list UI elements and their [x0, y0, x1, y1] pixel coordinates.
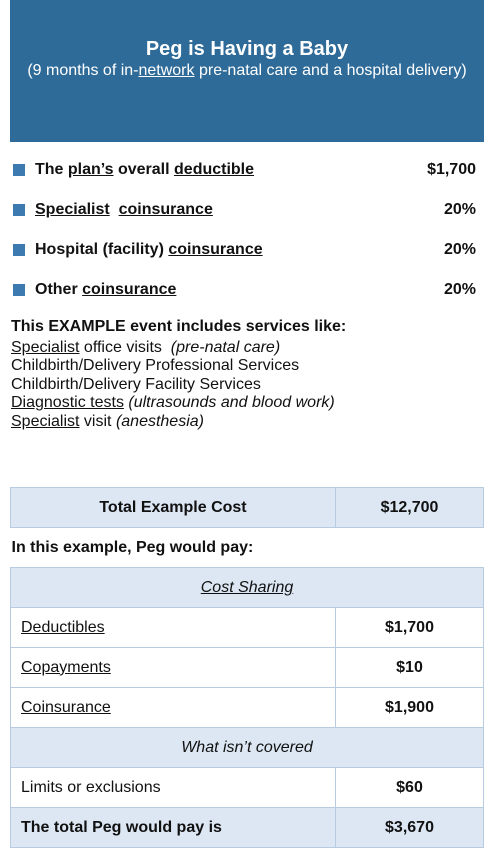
limits-value: $60	[336, 768, 484, 808]
grand-total-value: $3,670	[336, 808, 484, 848]
example-header	[10, 0, 484, 142]
table-row	[11, 528, 484, 568]
subtitle-pre: (9 months of in-	[27, 62, 139, 79]
deductibles-link[interactable]: Deductibles	[21, 618, 105, 636]
table-row	[11, 488, 484, 528]
total-cost-value: $12,700	[336, 488, 484, 528]
service-line: Specialist office visits (pre-natal care)	[11, 338, 281, 356]
deductibles-value: $1,700	[336, 608, 484, 648]
item-label: Hospital (facility) coinsurance	[35, 241, 263, 258]
not-covered-heading: What isn’t covered	[11, 728, 484, 768]
specialist-link[interactable]: Specialist	[11, 338, 80, 356]
table-row	[11, 568, 484, 608]
table-row	[11, 728, 484, 768]
grand-total-label: The total Peg would pay is	[11, 808, 336, 848]
copayments-value: $10	[336, 648, 484, 688]
square-bullet-icon	[13, 244, 25, 256]
service-line: Diagnostic tests (ultrasounds and blood work)	[11, 394, 335, 411]
plan-link[interactable]: plan’s	[67, 161, 114, 178]
copayments-link[interactable]: Copayments	[21, 658, 111, 676]
coinsurance-link[interactable]: coinsurance	[118, 201, 213, 218]
network-link[interactable]: network	[138, 62, 195, 79]
coinsurance-link[interactable]: coinsurance	[82, 281, 177, 298]
square-bullet-icon	[13, 204, 25, 216]
list-item	[10, 150, 484, 190]
total-cost-label: Total Example Cost	[11, 488, 336, 528]
table-row	[11, 768, 484, 808]
table-row	[11, 608, 484, 648]
table-row	[11, 688, 484, 728]
square-bullet-icon	[13, 284, 25, 296]
service-line: Childbirth/Delivery Professional Services	[11, 357, 300, 374]
coinsurance-link[interactable]: Coinsurance	[21, 698, 111, 716]
cost-table	[10, 487, 484, 848]
subtitle-post: pre-natal care and a hospital delivery)	[194, 62, 467, 79]
deductible-link[interactable]: deductible	[174, 161, 255, 178]
diagnostic-tests-link[interactable]: Diagnostic tests	[11, 394, 124, 411]
list-item	[10, 190, 484, 230]
list-item	[10, 230, 484, 270]
service-line: Childbirth/Delivery Facility Services	[11, 375, 261, 393]
square-bullet-icon	[13, 164, 25, 176]
deductibles-label	[11, 608, 336, 648]
item-value: 20%	[443, 281, 476, 298]
item-value: 20%	[443, 201, 476, 218]
table-row	[11, 808, 484, 848]
table-row	[11, 648, 484, 688]
item-value: 20%	[443, 241, 476, 258]
coinsurance-value: $1,900	[336, 688, 484, 728]
specialist-link[interactable]: Specialist	[35, 201, 110, 218]
pay-intro: In this example, Peg would pay:	[11, 528, 484, 568]
item-label	[35, 201, 213, 219]
coinsurance-label	[11, 688, 336, 728]
item-label: The plan’s overall deductible	[35, 161, 255, 178]
copayments-label	[11, 648, 336, 688]
example-title: Peg is Having a Baby	[145, 38, 349, 60]
coinsurance-link[interactable]: coinsurance	[168, 241, 263, 258]
services-heading: This EXAMPLE event includes services like:	[11, 318, 347, 335]
service-line: Specialist visit (anesthesia)	[11, 412, 204, 430]
item-value: $1,700	[427, 161, 476, 178]
item-label: Other coinsurance	[35, 281, 177, 298]
specialist-link[interactable]: Specialist	[11, 412, 80, 430]
services-list	[11, 318, 481, 431]
example-subtitle	[10, 61, 484, 81]
list-item	[10, 270, 484, 310]
plan-summary-list	[10, 150, 484, 310]
limits-label: Limits or exclusions	[11, 768, 336, 808]
cost-sharing-heading: Cost Sharing	[11, 568, 484, 608]
